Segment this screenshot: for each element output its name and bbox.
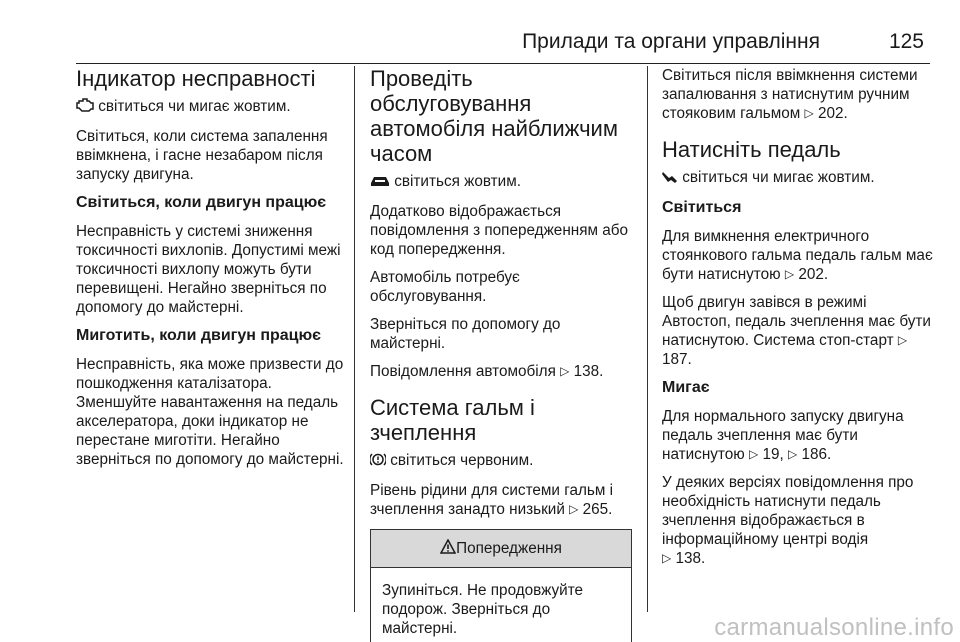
page-number: 125 xyxy=(888,30,924,53)
paragraph: Для нормального запуску двигуна педаль зчеплення має бути натиснутою ▷ 19, ▷ 186. xyxy=(662,408,904,463)
warning-title: Попередження xyxy=(456,540,562,557)
section-heading: Натисніть педаль xyxy=(662,137,841,162)
column-divider xyxy=(647,66,648,612)
warning-body: Зупиніться. Не продовжуйте подорож. Зверніться до майстерні. xyxy=(382,582,584,637)
page-ref-icon: ▷ xyxy=(662,551,672,565)
section-heading: Проведіть обслуговування автомобіля найближчим часом xyxy=(370,66,618,166)
subheading: Миготить, коли двигун працює xyxy=(76,327,322,344)
paragraph: У деяких версіях повідомлення про необхідність натиснути педаль зчеплення відображається в інформаційному центрі водія ▷ 138. xyxy=(662,474,914,567)
watermark: carmanualsonline.info xyxy=(714,614,954,641)
page-ref-icon: ▷ xyxy=(787,447,798,461)
page-ref-icon: ▷ xyxy=(569,502,579,516)
paragraph: світиться чи мигає жовтим. xyxy=(662,168,937,189)
subheading: Мигає xyxy=(662,379,710,396)
brake-warning-icon xyxy=(370,452,386,472)
paragraph: Для вимкнення електричного стоянкового гальма педаль гальм має бути натиснутою ▷ 202. xyxy=(662,228,933,283)
page-ref-icon: ▷ xyxy=(748,447,759,461)
paragraph: світиться червоним. xyxy=(370,451,632,472)
page-title: Прилади та органи управління xyxy=(522,30,820,53)
paragraph: Щоб двигун завівся в режимі Автостоп, педаль зчеплення має бути натиснутою. Система стоп-старт ▷ 187. xyxy=(662,294,931,368)
column-3 xyxy=(662,66,937,577)
engine-check-icon xyxy=(76,98,94,118)
warning-triangle-icon xyxy=(440,539,456,559)
page-ref-icon: ▷ xyxy=(897,333,908,347)
column-divider xyxy=(354,66,355,612)
paragraph: Додатково відображається повідомлення з попередженням або код попередження. xyxy=(370,203,629,258)
column-2 xyxy=(370,66,632,642)
foot-pedal-icon xyxy=(662,170,678,189)
paragraph: Світиться, коли система запалення ввімкнена, і гасне незабаром після запуску двигуна. xyxy=(76,128,328,183)
page-ref-icon: ▷ xyxy=(784,267,795,281)
header-rule xyxy=(76,63,930,64)
paragraph: Автомобіль потребує обслуговування. xyxy=(370,269,520,305)
page-ref-icon: ▷ xyxy=(804,106,814,120)
paragraph: світиться чи мигає жовтим. xyxy=(76,97,346,118)
warning-box xyxy=(370,529,632,642)
subheading: Світиться xyxy=(662,199,742,216)
warning-header xyxy=(371,530,631,568)
section-heading: Система гальм і зчеплення xyxy=(370,395,535,445)
paragraph: Несправність у системі зниження токсичності вихлопів. Допустимі межі токсичності вихлопу можуть бути перевищені. Негайно зверніться по допомогу до майстерні. xyxy=(76,223,341,316)
paragraph: Зверніться по допомогу до майстерні. xyxy=(370,316,561,352)
subheading: Світиться, коли двигун працює xyxy=(76,194,327,211)
paragraph: Несправність, яка може призвести до пошкодження каталізатора. Зменшуйте навантаження на педаль акселератора, доки індикатор не перестане миготіти. Негайно зверніться по допомогу до майстерні. xyxy=(76,356,344,468)
page-ref-icon: ▷ xyxy=(560,364,570,378)
service-wrench-car-icon xyxy=(370,174,390,193)
paragraph: світиться жовтим. xyxy=(370,172,632,193)
paragraph: Повідомлення автомобіля ▷ 138. xyxy=(370,363,604,380)
column-1 xyxy=(76,66,346,478)
section-heading: Індикатор несправності xyxy=(76,66,316,91)
paragraph: Світиться після ввімкнення системи запалювання з натиснутим ручним стояковим гальмом ▷ 202. xyxy=(662,67,918,122)
page-header xyxy=(76,30,930,62)
paragraph: Рівень рідини для системи гальм і зчеплення занадто низький ▷ 265. xyxy=(370,482,614,518)
